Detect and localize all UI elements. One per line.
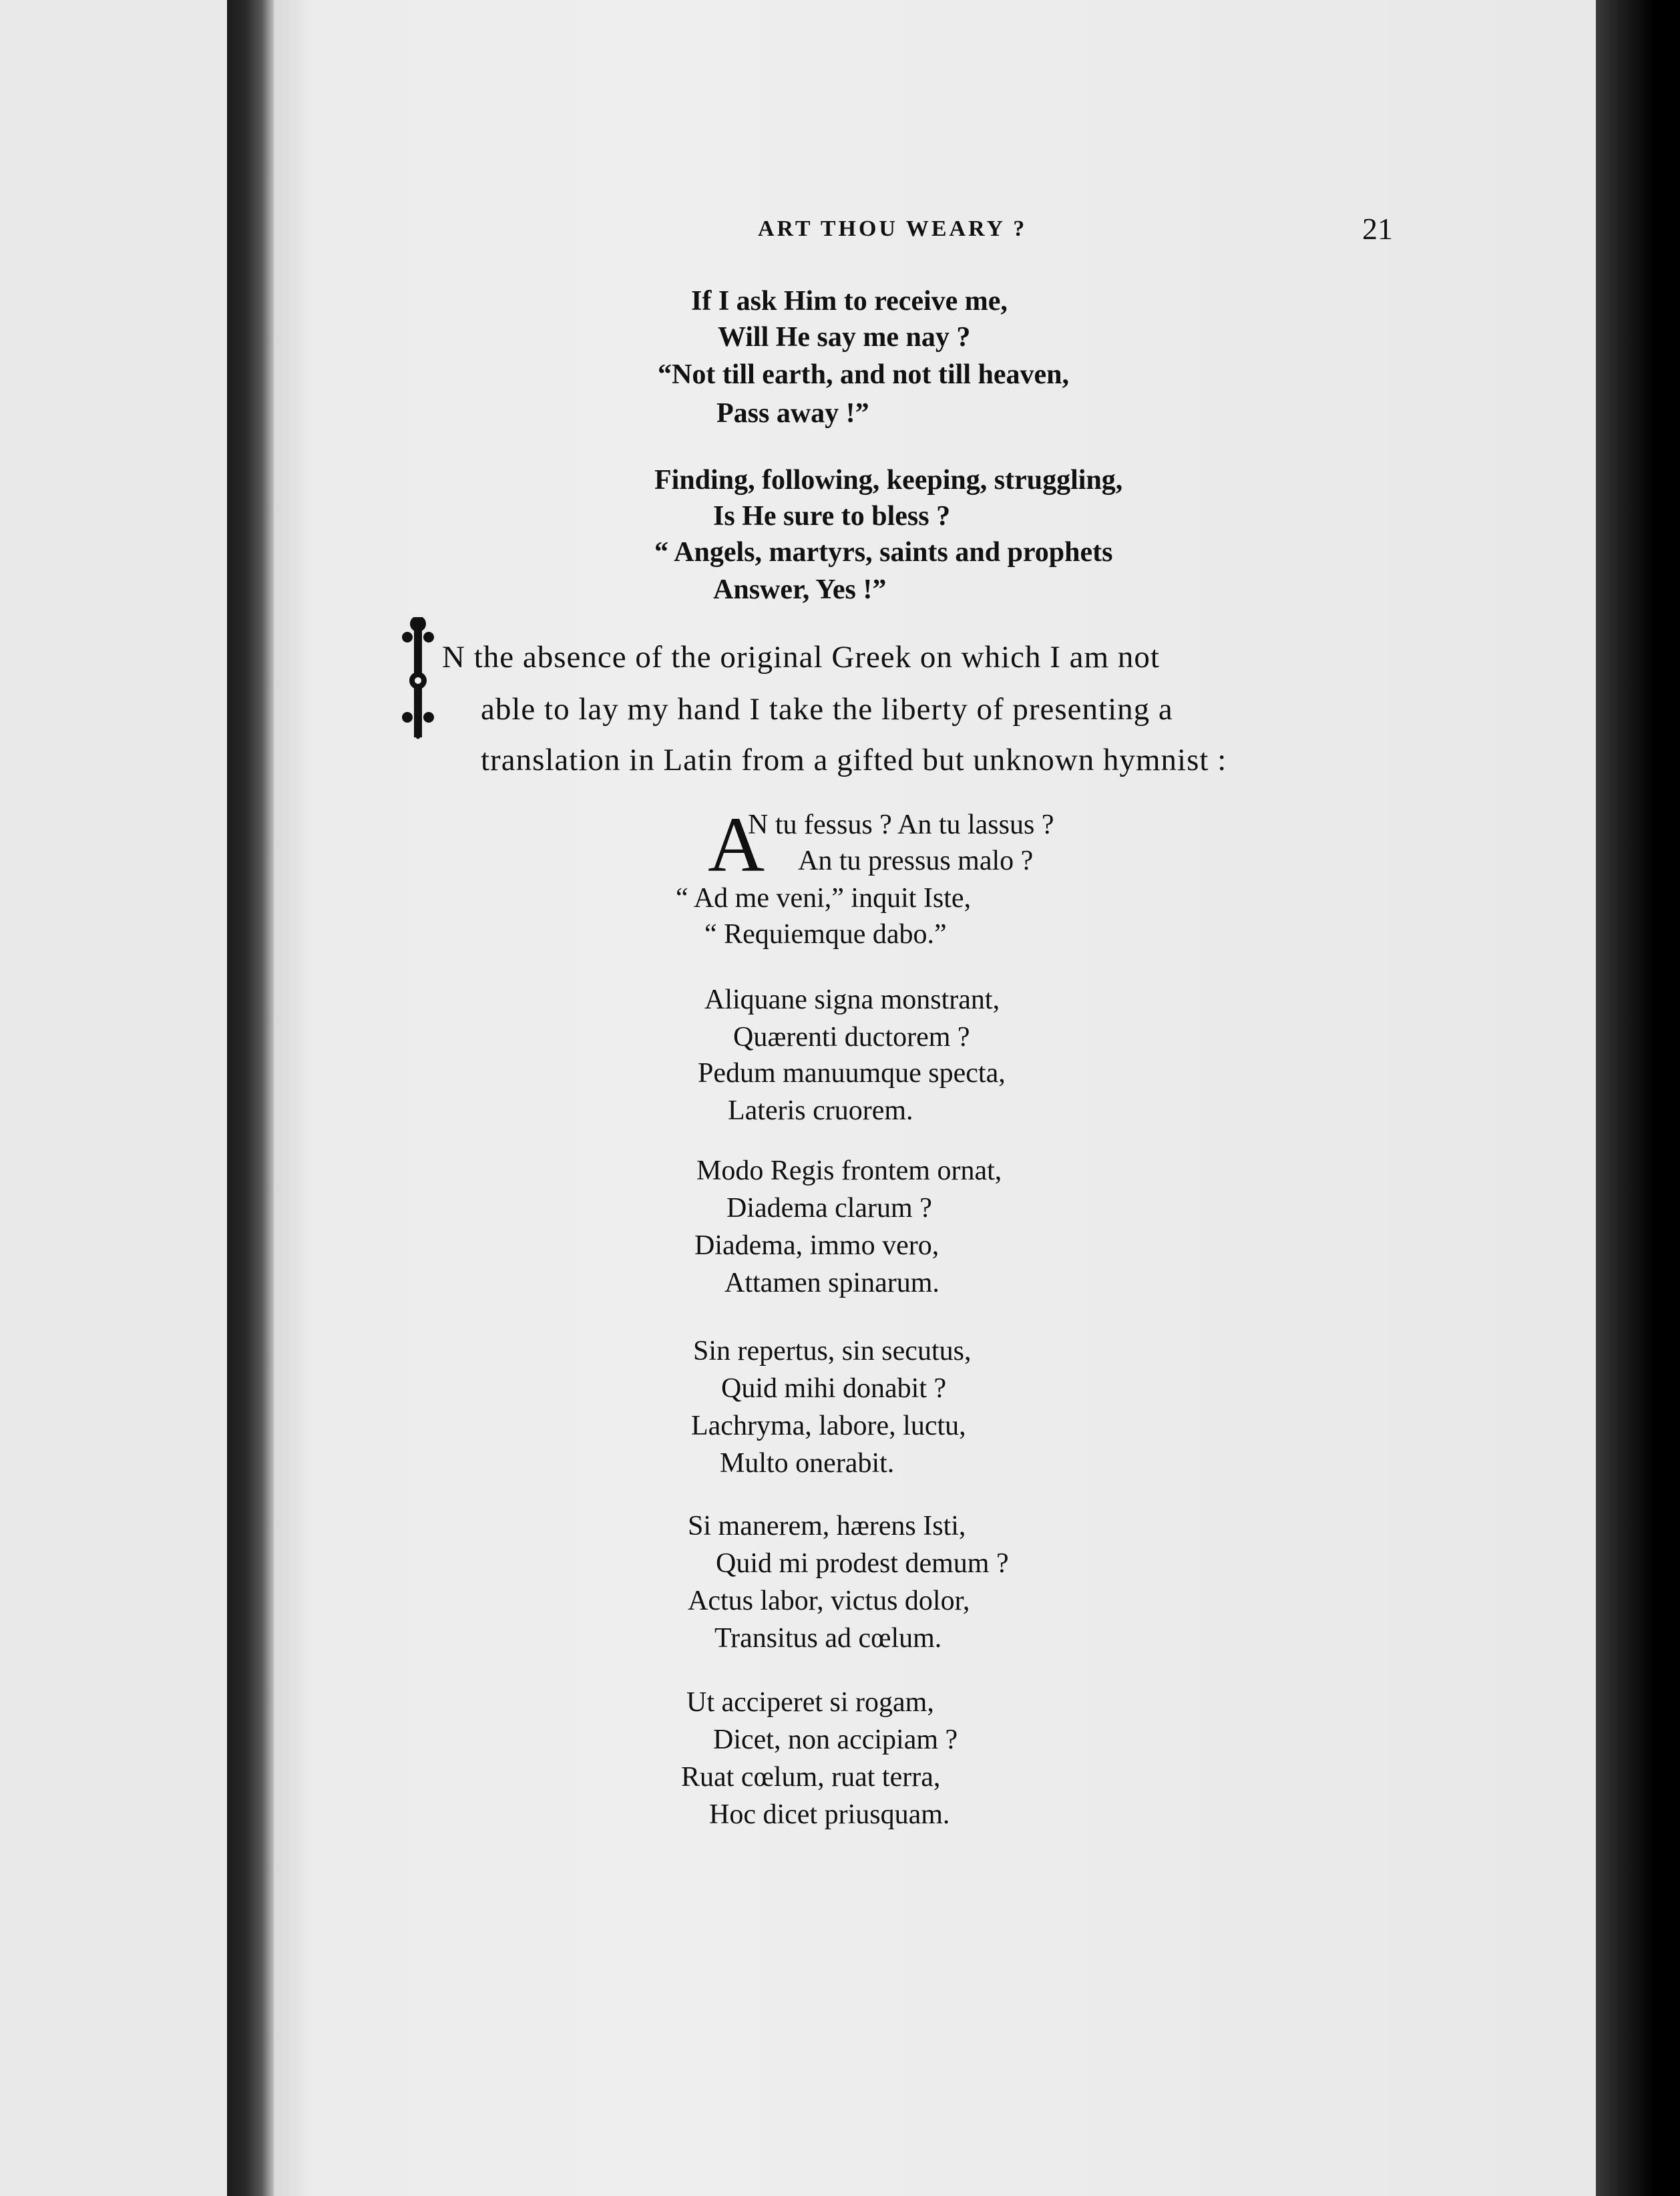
verse-line: Is He sure to bless ?	[713, 501, 951, 532]
verse-line: “ Requiemque dabo.”	[704, 919, 947, 950]
drop-cap-a: A	[708, 801, 765, 888]
verse-line: Will He say me nay ?	[718, 322, 971, 353]
verse-line: Quærenti ductorem ?	[733, 1022, 970, 1053]
ornamental-drop-cap-i	[399, 617, 437, 744]
facing-page	[0, 0, 227, 2196]
verse-line: If I ask Him to receive me,	[691, 286, 1008, 317]
page-number: 21	[1362, 212, 1393, 246]
book-gutter	[227, 0, 274, 2196]
running-title: ART THOU WEARY ?	[758, 216, 1028, 241]
page-edge-shadow	[1596, 0, 1680, 2196]
verse-line: Multo onerabit.	[720, 1448, 895, 1479]
verse-line: “ Ad me veni,” inquit Iste,	[676, 883, 972, 914]
verse-line: “Not till earth, and not till heaven,	[658, 359, 1069, 390]
verse-line: Lateris cruorem.	[728, 1095, 913, 1126]
prose-line: translation in Latin from a gifted but unknown hymnist :	[481, 743, 1227, 777]
verse-line: N tu fessus ? An tu lassus ?	[748, 809, 1054, 840]
verse-line: Finding, following, keeping, struggling,	[654, 465, 1123, 496]
verse-line: Actus labor, victus dolor,	[688, 1586, 970, 1616]
verse-line: Sin repertus, sin secutus,	[693, 1336, 972, 1366]
verse-line: Dicet, non accipiam ?	[713, 1724, 958, 1755]
verse-line: Attamen spinarum.	[724, 1268, 939, 1298]
verse-line: Transitus ad cœlum.	[714, 1623, 942, 1654]
verse-line: Answer, Yes !”	[713, 574, 887, 605]
prose-line: able to lay my hand I take the liberty of presenting a	[481, 692, 1173, 727]
prose-line: N the absence of the original Greek on which I am not	[442, 640, 1160, 675]
verse-line: Ruat cœlum, ruat terra,	[681, 1762, 941, 1793]
verse-line: Aliquane signa monstrant,	[704, 984, 1000, 1015]
verse-line: Diadema clarum ?	[726, 1193, 932, 1224]
verse-line: Si manerem, hærens Isti,	[688, 1511, 966, 1541]
verse-line: Quid mihi donabit ?	[721, 1373, 947, 1404]
verse-line: Diadema, immo vero,	[694, 1230, 939, 1261]
verse-line: Lachryma, labore, luctu,	[691, 1411, 966, 1441]
verse-line: Quid mi prodest demum ?	[716, 1548, 1009, 1579]
verse-line: An tu pressus malo ?	[798, 846, 1034, 876]
verse-line: Ut acciperet si rogam,	[686, 1687, 934, 1718]
verse-line: Modo Regis frontem ornat,	[696, 1155, 1002, 1186]
verse-line: Pass away !”	[716, 398, 869, 429]
verse-line: Pedum manuumque specta,	[698, 1058, 1006, 1089]
verse-line: “ Angels, martyrs, saints and prophets	[654, 537, 1113, 568]
verse-line: Hoc dicet priusquam.	[709, 1799, 950, 1830]
